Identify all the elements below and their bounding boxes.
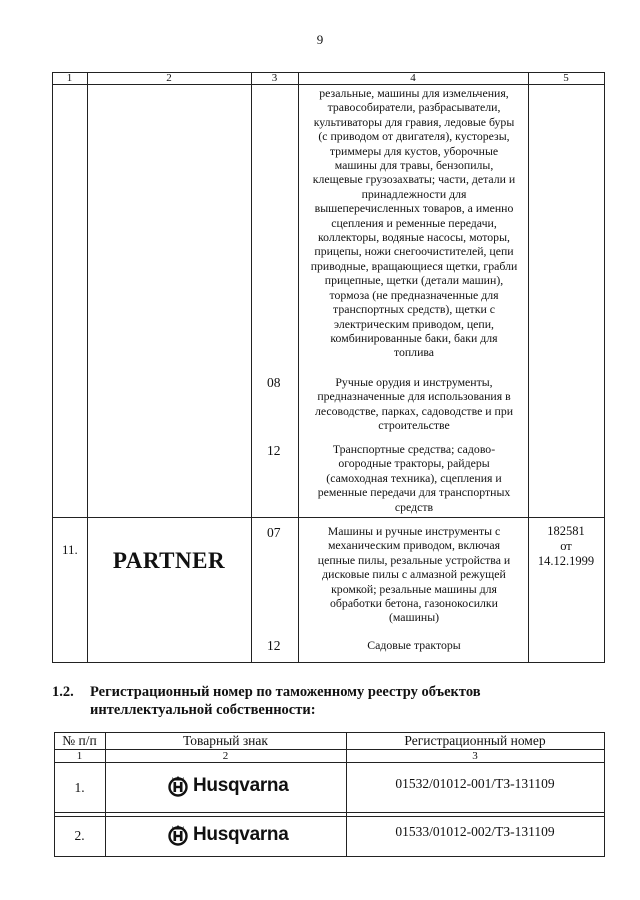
col-line (604, 72, 605, 663)
class-code: 08 (267, 375, 281, 390)
goods-description: Садовые тракторы (367, 638, 461, 652)
class-code: 12 (267, 443, 281, 458)
husqvarna-wordmark: Husqvarna (193, 824, 289, 845)
col-number: 2 (222, 750, 229, 762)
page-number: 9 (316, 32, 324, 47)
class-code: 12 (267, 638, 281, 653)
table-border-bottom (52, 662, 605, 663)
table-border-bottom (54, 856, 605, 857)
section-title: Регистрационный номер по таможенному реестру объектов интеллектуальной собственности: (90, 684, 481, 718)
husqvarna-logo (167, 775, 289, 797)
trademark-table (52, 72, 605, 663)
number-row-divider (54, 762, 605, 763)
col-line (251, 72, 252, 663)
husqvarna-crown-icon (167, 775, 189, 797)
goods-description: Машины и ручные инструменты с механическим приводом, включая цепные пилы, резальные устройства и дисковые пилы с алмазной режущей кромкой; резальные машины для обработки бетона, газонокосилки (машины) (317, 524, 511, 625)
header-registration: Регистрационный номер (404, 733, 546, 748)
partner-trademark: PARTNER (112, 548, 226, 573)
row-divider (54, 812, 605, 813)
header-row-divider (52, 84, 605, 85)
col-number: 1 (76, 750, 83, 762)
registration-number: 01532/01012-001/ТЗ-131109 (395, 776, 555, 791)
husqvarna-crown-icon (167, 824, 189, 846)
col-line (87, 72, 88, 663)
row-number: 11. (62, 542, 78, 557)
header-trademark: Товарный знак (183, 733, 268, 748)
col-number: 5 (563, 72, 569, 84)
goods-description: резальные, машины для измельчения, травособиратели, разбрасыватели, культиваторы для гравия, ледовые буры (с приводом от двигателя), кусторезы, триммеры для кустов, уборочные машины для травы, бензопилы, клещевые грузозахваты; части, детали и принадлежности для вышеперечисленных товаров, а именно сцепления и ременные передачи, коллекторы, водяные насосы, моторы, прицепы, ножи снегоочистителей, цепи приводные, вращающиеся щетки, грабли прицепные, щетки (детали машин), тормоза (не предназначенные для транспортных средств), щетки с электрическим приводом, цепи, комбинированные баки, баки для топлива (310, 86, 518, 360)
registration-number: 01533/01012-002/ТЗ-131109 (395, 824, 555, 839)
col-line (298, 72, 299, 663)
section-number: 1.2. (52, 684, 74, 700)
husqvarna-logo (167, 824, 289, 846)
col-number: 3 (271, 72, 278, 84)
class-code: 07 (267, 525, 281, 540)
row-number: 1. (74, 780, 85, 795)
col-number: 3 (472, 750, 478, 762)
customs-registry-table (54, 732, 605, 857)
header-number: № п/п (62, 733, 97, 748)
goods-description: Транспортные средства; садово- огородные тракторы, райдеры (самоходная техника), сцепления и ременные передачи для транспортных средств (317, 442, 511, 514)
col-number: 4 (410, 72, 416, 84)
registration-info: 182581 от 14.12.1999 (537, 524, 595, 568)
goods-description: Ручные орудия и инструменты, предназначенные для использования в лесоводстве, парках, садоводстве и при строительстве (314, 375, 514, 433)
col-number: 2 (166, 72, 172, 84)
col-number: 1 (66, 72, 73, 84)
row-divider (52, 517, 605, 518)
husqvarna-wordmark: Husqvarna (193, 775, 289, 796)
col-line (52, 72, 53, 663)
col-line (528, 72, 529, 663)
row-number: 2. (74, 828, 85, 843)
col-line (604, 732, 605, 857)
row-divider (54, 816, 605, 817)
